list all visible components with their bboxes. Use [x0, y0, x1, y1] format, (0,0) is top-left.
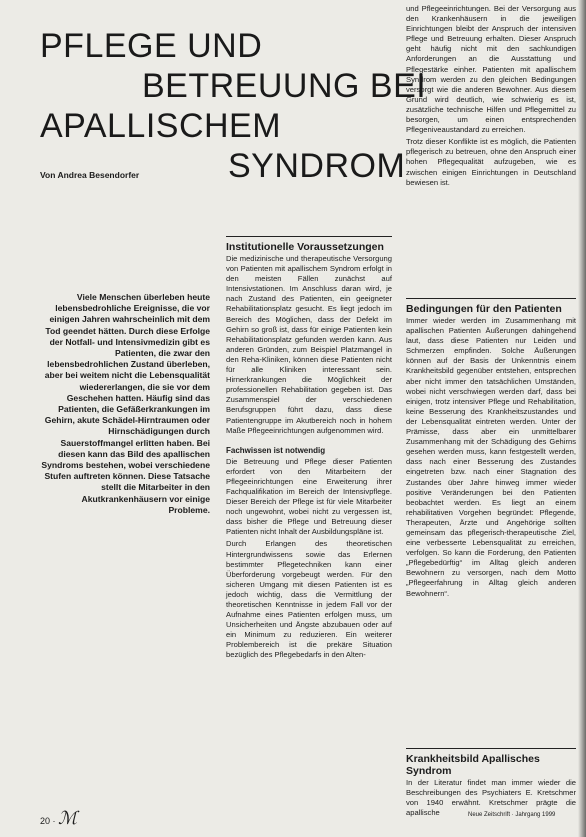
page-number-text: 20 · [40, 816, 59, 826]
section-rule [226, 236, 392, 237]
section-heading: Krankheitsbild Apallisches Syndrom [406, 753, 540, 777]
section-heading: Bedingungen für den Patienten [406, 303, 562, 315]
paragraph: Die Betreuung und Pflege dieser Patienten erfordert von den Mitarbeitern der Pflegeeinrichtungen eine Erweiterung ihrer Fachqualifikation im Bereich der Intensivpflege. Dieser Bereich der Pflege ist für viele Mitarbeiter noch ungewohnt, wobei nicht zu vergessen ist, dass bisher die Pflege und Betreuung dieser Patienten nicht Inhalt der Ausbildungspläne ist. [226, 456, 392, 537]
section-krankheitsbild [406, 748, 576, 820]
byline: Von Andrea Besendorfer [40, 170, 140, 180]
title-line-4: SYNDROM [228, 147, 406, 185]
section-institutionelle [226, 236, 392, 663]
paragraph: und Pflegeeinrichtungen. Bei der Versorgung aus den Krankenhäusern in die jeweiligen Einrichtungen bleibt der Anspruch der intensiven Pflege und Betreuung erhalten. Dieser Anspruch geht häufig nicht mit den sachkundigen Anforderungen an die Ausstattung und Pflegestärke einher. Patienten mit apallischem Syndrom werden zu den gleichen Bedingungen versorgt wie die anderen Bewohner. Aus diesem Grund wird deutlich, wie schwierig es ist, zusätzliche technische Hilfen und Pflegemittel zu besorgen, um einen entsprechenden Pflegeniveaustandard zu erreichen. [406, 4, 576, 135]
section-bedingungen [406, 298, 576, 601]
paragraph: Durch Erlangen des theoretischen Hintergrundwissens sowie das Erlernen bestimmter Pflegetechniken kann einer Überforderung vorgebeugt werden. Für den sicheren Umgang mit diesen Patienten ist es jedoch wichtig, dass die Vermittlung der theoretischen Kenntnisse in jedem Fall vor der Aufnahme eines Patienten erfolgen muss, um Unsicherheiten und Ängste abzubauen oder auf ein Minimum zu reduzieren. Ein weiterer Problembereich ist die prekäre Situation bezüglich des Pflegebedarfs in den Alten- [226, 539, 392, 660]
section-body [226, 254, 392, 661]
section-rule [406, 298, 576, 299]
subheading-fachwissen: Fachwissen ist notwendig [226, 445, 326, 455]
section-rule [406, 748, 576, 749]
paragraph: Trotz dieser Konflikte ist es möglich, die Patienten pflegerisch zu betreuen, ohne den Anspruch einer hohen Pflegequalität aufzugeben, wie es zwischen einigen Einrichtungen in Deutschland bewiesen ist. [406, 137, 576, 187]
title-line-1: PFLEGE UND [40, 27, 263, 65]
handwritten-mark: ℳ [58, 808, 78, 829]
section-heading: Institutionelle Voraussetzungen [226, 241, 384, 253]
section-body [406, 316, 576, 599]
page-number [40, 808, 77, 829]
paragraph: Immer wieder werden im Zusammenhang mit apallischen Patienten Äußerungen dahingehend laut, dass diese Patienten nur Leiden und Schmerzen empfinden. Solche Äußerungen können auf der Basis der Unkenntnis einem Krankheitsbild gegenüber entstehen, entsprechen aber nicht immer den tatsächlichen Umständen, wobei nicht verschwiegen werden darf, dass bei einigen, trotz intensiver Pflege und Rehabilitation, keine Besserung des Krankheitszustandes und der Lebensqualität eintreten werden. Unter der Prämisse, dass aber ein unmittelbarer Zusammenhang mit der Schädigung des Gehirns gesehen werden muss, kann festgestellt werden, dass nach einer Besserung des Zustandes eingetreten bzw. nach einer Stagnation des Zustandes über Jahre hinweg immer wieder positive Veränderungen bei den Patienten beobachtet werden. Es liegt an einem rehabilitativen Vorgehen begründet: Pflegende, Therapeuten, Ärzte und Angehörige sollten gemeinsam das pflegerisch-therapeutische Ziel, eine verbesserte Lebensqualität zu erreichen, verfolgen. So kann die Forderung, den Patienten „Pflegebedürftig“ im Alltag gleich anderen Bewohnern zu versorgen, nach dem Motto „Pflegeerfahrung in Alltag gleich anderen Bewohnern“. [406, 316, 576, 598]
paragraph: Die medizinische und therapeutische Versorgung von Patienten mit apallischem Syndrom erfolgt in den meisten Fällen zunächst auf Intensivstationen. Im Anschluss daran wird, je nach Zustand des Patienten, ein geeigneter Rehabilitationsplatz gesucht. Es liegt jedoch im Bereich des Möglichen, dass der Defekt im Gehirn so groß ist, dass für einige Patienten kein Rehabilitationsplatz gefunden werden kann. Aus anderen Gründen, zum Beispiel Platzmangel in den Reha-Kliniken, können diese Patienten nicht für alle Kliniken interessant sein. Hirnerkrankungen die Möglichkeit der professionellen Rehabilitation gegeben ist. Das Zusammenspiel der verschiedenen Berufsgruppen führt dazu, dass diese Patientengruppe im Akutbereich noch in hohem Maße Pflegeeinrichtungen aufgenommen wird. [226, 254, 392, 435]
right-column-top [406, 4, 576, 190]
title-line-3: APALLISCHEM [40, 107, 282, 145]
paragraph: In der Literatur findet man immer wieder die Beschreibungen des Psychiaters E. Kretschmer von 1940 erwähnt. Kretschmer prägte die apallische [406, 778, 576, 818]
title-line-2: BETREUUNG BEI [142, 67, 427, 105]
intro-paragraph: Viele Menschen überleben heute lebensbedrohliche Ereignisse, die vor einigen Jahren wahrscheinlich mit dem Tod geendet hätten. Durch diese Erfolge der Notfall- und Intensivmedizin gibt es Patienten, die zwar den lebensbedrohlichen Zustand überleben, aber bei weitem nicht die Lebensqualität wiedererlangen, die sie vor dem Geschehen hatten. Häufig sind das Patienten, die Gefäßerkrankungen im Gehirn, akute Schädel-Hirntraumen oder Hirnschädigungen durch Sauerstoffmangel erlitten haben. Bei diesen kann das Bild des apallischen Syndroms bestehen, wobei verschiedene Stufen auftreten können. Diese Tatsache stellt die Mitarbeiter in den Akutkrankenhäusern vor einige Probleme. [41, 292, 210, 515]
intro-text [40, 292, 210, 516]
page-edge-shadow [578, 0, 586, 837]
footer-source: Neue Zeitschrift · Jahrgang 1999 [468, 812, 556, 818]
